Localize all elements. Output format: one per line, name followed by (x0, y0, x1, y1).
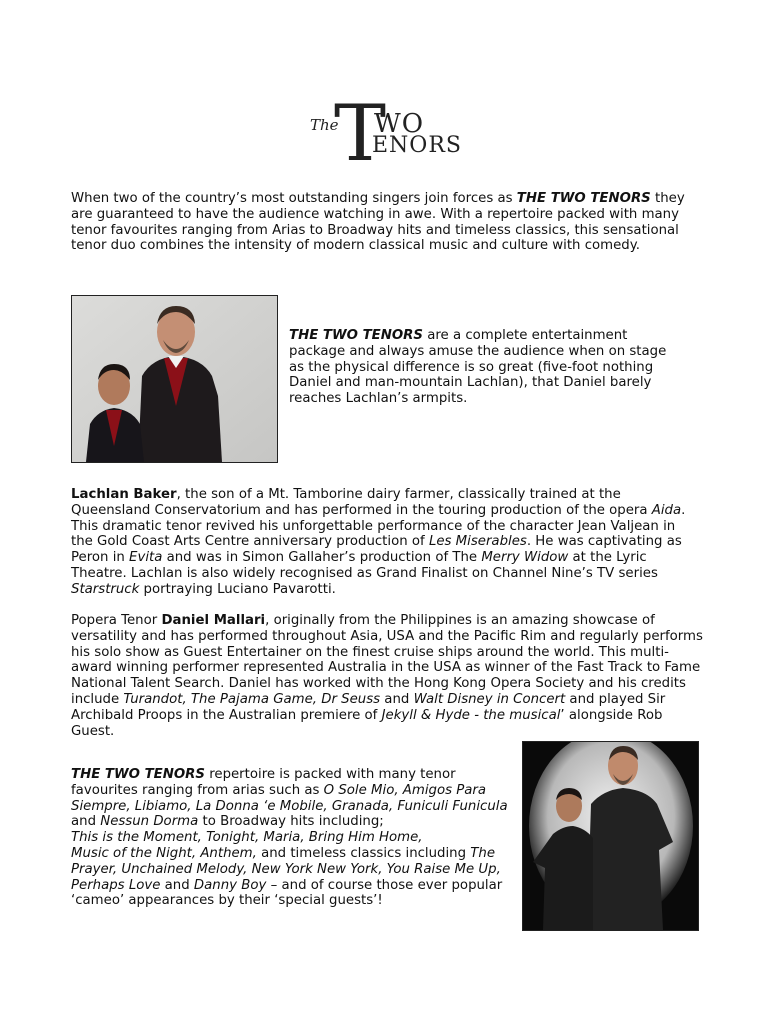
intro-paragraph: When two of the country’s most outstanding singers join forces as THE TWO TENORS they are guaranteed to have the audience watching in awe. With a repertoire packed with many tenor favourites ranging from Arias to Broadway hits and timeless classics, this sensational tenor duo combines the intensity of modern classical music and culture with comedy. (71, 191, 685, 254)
logo-two-text: WO (374, 109, 425, 139)
the-two-tenors-logo (308, 90, 468, 166)
tenors-portrait-photo (71, 295, 278, 463)
repertoire-paragraph: THE TWO TENORS repertoire is packed with many tenor favourites ranging from arias such as O Sole Mio, Amigos Para Siempre, Libiamo, La Donna ‘e Mobile, Granada, Funiculi Funicula and Nessun Dorma to Broadway hits including; This is the Moment, Tonight, Maria, Bring Him Home, Music of the Night, Anthem, and timeless classics including The Prayer, Unchained Melody, New York New York, You Raise Me Up, Perhaps Love and Danny Boy – and of course those ever popular ‘cameo’ appearances by their ‘special guests’! (71, 767, 508, 909)
lachlan-bio-paragraph: Lachlan Baker, the son of a Mt. Tamborine dairy farmer, classically trained at the Queensland Conservatorium and has performed in the touring production of the opera Aida. This dramatic tenor revived his unforgettable performance of the character Jean Valjean in the Gold Coast Arts Centre anniversary production of Les Miserables. He was captivating as Peron in Evita and was in Simon Gallaher’s production of The Merry Widow at the Lyric Theatre. Lachlan is also widely recognised as Grand Finalist on Channel Nine’s TV series Starstruck portraying Luciano Pavarotti. (71, 487, 686, 597)
logo-tenors-text: ENORS (372, 133, 462, 158)
daniel-bio-paragraph: Popera Tenor Daniel Mallari, originally from the Philippines is an amazing showcase of versatility and has performed throughout Asia, USA and the Pacific Rim and regularly performs his solo show as Guest Entertainer on the finest cruise ships around the world. This multi-award winning performer represented Australia in the USA as winner of the Fast Track to Fame National Talent Search. Daniel has worked with the Hong Kong Opera Society and his credits include Turandot, The Pajama Game, Dr Seuss and Walt Disney in Concert and played Sir Archibald Proops in the Australian premiere of Jekyll & Hyde - the musical’ alongside Rob Guest. (71, 613, 703, 739)
daniel-name: Daniel Mallari (161, 613, 266, 628)
lachlan-name: Lachlan Baker (71, 487, 177, 502)
package-paragraph: THE TWO TENORS are a complete entertainment package and always amuse the audience when on stage as the physical difference is so great (five-foot nothing Daniel and man-mountain Lachlan), that Daniel barely reaches Lachlan’s armpits. (289, 328, 667, 407)
logo-the-text: The (310, 116, 339, 134)
tenors-spotlight-photo (522, 741, 699, 931)
logo-big-t: T (334, 90, 387, 166)
